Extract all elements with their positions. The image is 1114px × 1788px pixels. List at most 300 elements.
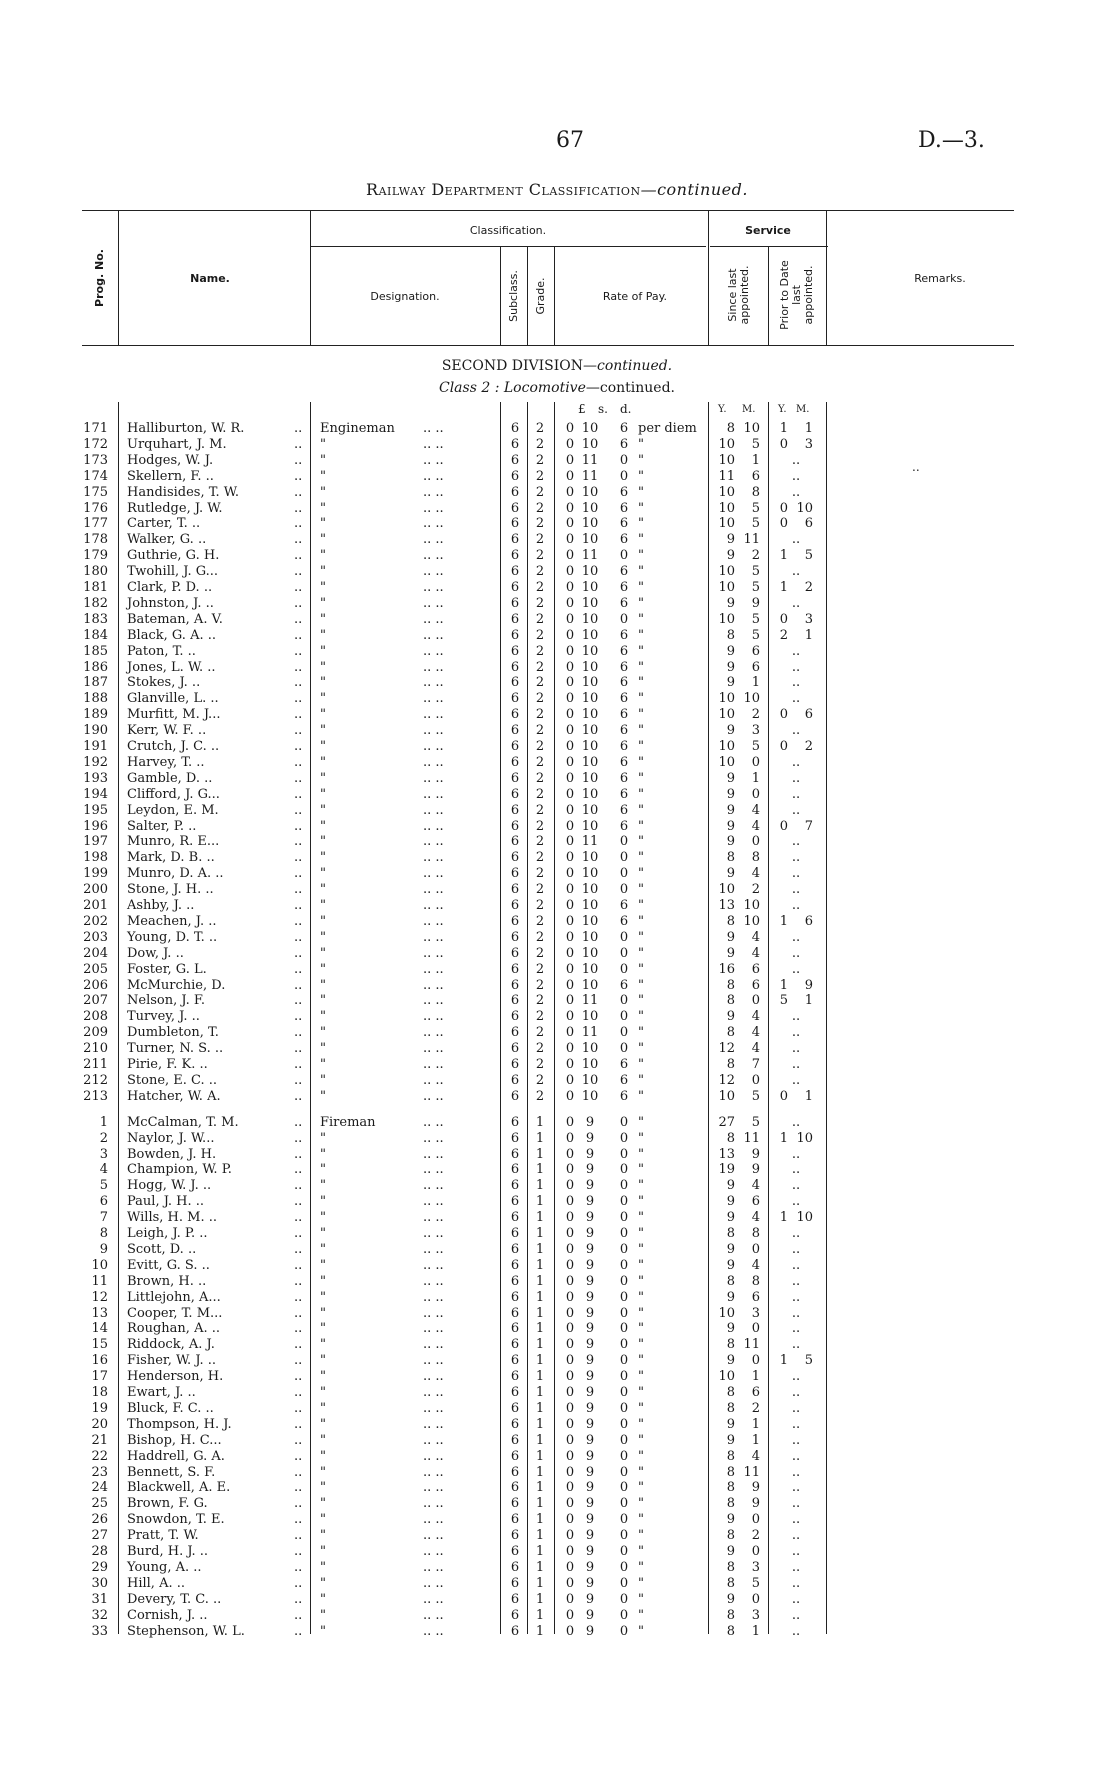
subclass: 6 — [510, 961, 520, 977]
since-months: 2 — [751, 707, 760, 723]
pay-shillings: 10 — [581, 866, 599, 882]
prog-no: 200 — [83, 882, 108, 898]
prog-no: 185 — [83, 643, 108, 659]
designation: " — [320, 1241, 326, 1257]
since-months: 5 — [751, 739, 760, 754]
designation: " — [320, 1041, 326, 1057]
since-years: 9 — [726, 1544, 735, 1559]
designation: " — [320, 993, 326, 1009]
since-years: 10 — [718, 754, 735, 770]
employee-name: Brown, F. G. — [127, 1496, 208, 1512]
employee-name: Skellern, F. .. — [127, 468, 214, 484]
employee-name: Fisher, W. J. .. — [127, 1353, 217, 1369]
subclass: 6 — [510, 1009, 520, 1025]
prog-no: 201 — [83, 898, 108, 913]
grade: 1 — [535, 1369, 545, 1385]
pay-shillings: 9 — [585, 1416, 595, 1432]
leader-dots: .. — [294, 580, 303, 595]
employee-name: Cooper, T. M... — [127, 1305, 223, 1321]
pay-period: " — [638, 675, 644, 691]
prog-no: 197 — [83, 834, 108, 850]
since-months: 0 — [751, 1512, 760, 1528]
leader-dots: .. .. — [423, 1114, 444, 1130]
pay-pence: 6 — [619, 659, 629, 675]
table-row — [0, 787, 1114, 803]
leader-dots: .. — [294, 818, 303, 834]
table-row — [0, 1337, 1114, 1353]
designation: " — [320, 564, 326, 580]
since-months: 4 — [751, 818, 760, 834]
since-months: 4 — [751, 1257, 760, 1273]
leader-dots: .. — [294, 834, 303, 850]
leader-dots: .. — [294, 1528, 303, 1544]
since-years: 9 — [726, 1432, 735, 1448]
grade: 1 — [535, 1146, 545, 1162]
header-bottom-rule — [82, 345, 1014, 346]
pay-pence: 0 — [619, 1257, 629, 1273]
since-years: 8 — [726, 1025, 735, 1041]
table-row — [0, 596, 1114, 612]
header-designation: Designation. — [370, 290, 440, 303]
prior-none: .. — [791, 468, 801, 484]
subclass: 6 — [510, 1273, 520, 1289]
pay-pence: 0 — [619, 1544, 629, 1559]
since-years: 8 — [726, 1496, 735, 1512]
pay-period: " — [638, 1337, 644, 1353]
header-prior-to-date: Prior to Date last appointed. — [778, 260, 815, 330]
leader-dots: .. — [294, 1009, 303, 1025]
employee-name: Clark, P. D. .. — [127, 580, 213, 595]
employee-name: Cornish, J. .. — [127, 1607, 208, 1623]
subclass: 6 — [510, 532, 520, 548]
designation: " — [320, 1257, 326, 1273]
pay-pence: 0 — [619, 1416, 629, 1432]
since-months: 2 — [751, 548, 760, 564]
pay-shillings: 9 — [585, 1464, 595, 1480]
grade: 2 — [535, 627, 545, 643]
leader-dots: .. — [294, 436, 303, 452]
employee-name: Hodges, W. J. — [127, 452, 214, 468]
subclass: 6 — [510, 484, 520, 500]
leader-dots: .. — [294, 1114, 303, 1130]
since-years: 8 — [726, 977, 735, 993]
pay-pounds: 0 — [565, 675, 575, 691]
unit-shillings: s. — [598, 402, 608, 416]
grade: 1 — [535, 1496, 545, 1512]
subclass: 6 — [510, 993, 520, 1009]
since-years: 10 — [718, 500, 735, 516]
pay-pence: 0 — [619, 1146, 629, 1162]
grade: 1 — [535, 1400, 545, 1416]
leader-dots: .. .. — [423, 1448, 444, 1464]
pay-period: " — [638, 723, 644, 739]
pay-shillings: 10 — [581, 707, 599, 723]
designation: " — [320, 1025, 326, 1041]
pay-period: " — [638, 643, 644, 659]
pay-shillings: 10 — [581, 1041, 599, 1057]
pay-period: " — [638, 1575, 644, 1591]
since-months: 4 — [751, 802, 760, 818]
table-row — [0, 882, 1114, 898]
since-months: 4 — [751, 945, 760, 961]
since-years: 8 — [726, 993, 735, 1009]
leader-dots: .. — [294, 1041, 303, 1057]
table-row — [0, 1009, 1114, 1025]
subclass: 6 — [510, 643, 520, 659]
prog-no: 177 — [83, 516, 108, 532]
prior-none: .. — [791, 1025, 801, 1041]
since-months: 9 — [751, 1162, 760, 1178]
leader-dots: .. — [294, 1273, 303, 1289]
division-continued: —continued. — [583, 358, 673, 374]
pay-pounds: 0 — [565, 1088, 575, 1104]
header-name: Name. — [190, 272, 230, 285]
since-months: 11 — [743, 1130, 760, 1146]
prior-none: .. — [791, 882, 801, 898]
pay-shillings: 9 — [585, 1607, 595, 1623]
subclass: 6 — [510, 1575, 520, 1591]
designation: " — [320, 452, 326, 468]
table-row — [0, 1433, 1114, 1449]
since-months: 4 — [751, 1009, 760, 1025]
since-years: 9 — [726, 1210, 735, 1226]
prog-no: 204 — [83, 945, 108, 961]
designation: " — [320, 1480, 326, 1496]
prior-years: 1 — [779, 1353, 788, 1369]
grade: 2 — [535, 882, 545, 898]
employee-name: Handisides, T. W. — [127, 484, 239, 500]
pay-pence: 6 — [619, 898, 629, 913]
leader-dots: .. .. — [423, 532, 444, 548]
since-months: 4 — [751, 929, 760, 945]
leader-dots: .. .. — [423, 643, 444, 659]
prog-no: 14 — [91, 1321, 108, 1337]
leader-dots: .. .. — [423, 580, 444, 595]
since-months: 11 — [743, 1337, 760, 1353]
table-row — [0, 580, 1114, 596]
since-months: 5 — [751, 1088, 760, 1104]
table-row — [0, 1073, 1114, 1089]
designation: Fireman — [320, 1114, 376, 1130]
prior-none: .. — [791, 1496, 801, 1512]
pay-period: " — [638, 1369, 644, 1385]
grade: 1 — [535, 1623, 545, 1639]
leader-dots: .. .. — [423, 1273, 444, 1289]
employee-name: Murfitt, M. J... — [127, 707, 221, 723]
prior-years: 0 — [779, 436, 788, 452]
designation: " — [320, 1416, 326, 1432]
pay-pounds: 0 — [565, 595, 575, 611]
pay-pence: 6 — [619, 913, 629, 929]
grade: 1 — [535, 1432, 545, 1448]
leader-dots: .. .. — [423, 1353, 444, 1369]
since-years: 9 — [726, 675, 735, 691]
pay-shillings: 9 — [585, 1369, 595, 1385]
pay-pounds: 0 — [565, 882, 575, 898]
pay-pounds: 0 — [565, 436, 575, 452]
pay-pence: 0 — [619, 1400, 629, 1416]
designation: " — [320, 1178, 326, 1194]
designation: " — [320, 1072, 326, 1088]
employee-name: Black, G. A. .. — [127, 627, 216, 643]
pay-shillings: 10 — [581, 802, 599, 818]
pay-pence: 6 — [619, 1088, 629, 1104]
pay-pounds: 0 — [565, 834, 575, 850]
since-years: 8 — [726, 1528, 735, 1544]
pay-pence: 6 — [619, 627, 629, 643]
subclass: 6 — [510, 754, 520, 770]
grade: 1 — [535, 1114, 545, 1130]
pay-pounds: 0 — [565, 1528, 575, 1544]
header-col-divider — [708, 210, 709, 345]
pay-period: " — [638, 691, 644, 707]
table-row — [0, 866, 1114, 882]
subclass: 6 — [510, 1607, 520, 1623]
leader-dots: .. — [294, 1072, 303, 1088]
table-row — [0, 1321, 1114, 1337]
leader-dots: .. — [294, 1088, 303, 1104]
leader-dots: .. .. — [423, 929, 444, 945]
subclass: 6 — [510, 627, 520, 643]
prior-years: 5 — [779, 993, 788, 1009]
header-prog-no: Prog. No. — [93, 249, 106, 307]
designation: " — [320, 1432, 326, 1448]
leader-dots: .. .. — [423, 850, 444, 866]
pay-period: " — [638, 898, 644, 913]
pay-shillings: 10 — [581, 484, 599, 500]
pay-pounds: 0 — [565, 1512, 575, 1528]
grade: 2 — [535, 548, 545, 564]
grade: 2 — [535, 532, 545, 548]
prog-no: 207 — [83, 993, 108, 1009]
subclass: 6 — [510, 421, 520, 436]
prog-no: 30 — [91, 1575, 108, 1591]
designation: " — [320, 1130, 326, 1146]
since-months: 8 — [751, 1273, 760, 1289]
pay-pounds: 0 — [565, 1496, 575, 1512]
pay-shillings: 11 — [581, 548, 599, 564]
prior-none: .. — [791, 1194, 801, 1210]
pay-pence: 0 — [619, 1273, 629, 1289]
pay-pence: 6 — [619, 580, 629, 595]
title-continued: —continued. — [640, 180, 748, 199]
since-months: 10 — [743, 913, 760, 929]
pay-pence: 6 — [619, 707, 629, 723]
prior-none: .. — [791, 929, 801, 945]
employee-name: Dumbleton, T. — [127, 1025, 219, 1041]
pay-pounds: 0 — [565, 1559, 575, 1575]
leader-dots: .. .. — [423, 1623, 444, 1639]
prior-months: 10 — [796, 1130, 813, 1146]
subclass: 6 — [510, 1114, 520, 1130]
leader-dots: .. .. — [423, 1130, 444, 1146]
leader-dots: .. — [294, 898, 303, 913]
pay-shillings: 9 — [585, 1257, 595, 1273]
leader-dots: .. — [294, 1416, 303, 1432]
table-row — [0, 485, 1114, 501]
pay-period: " — [638, 882, 644, 898]
grade: 1 — [535, 1591, 545, 1607]
pay-period: " — [638, 707, 644, 723]
table-row — [0, 834, 1114, 850]
pay-pence: 0 — [619, 611, 629, 627]
subclass: 6 — [510, 452, 520, 468]
subclass: 6 — [510, 595, 520, 611]
prog-no: 2 — [99, 1130, 108, 1146]
prog-no: 171 — [83, 421, 108, 436]
table-row — [0, 1041, 1114, 1057]
pay-shillings: 10 — [581, 898, 599, 913]
prog-no: 4 — [99, 1162, 108, 1178]
prog-no: 191 — [83, 739, 108, 754]
pay-pence: 6 — [619, 754, 629, 770]
pay-pounds: 0 — [565, 564, 575, 580]
subclass: 6 — [510, 1088, 520, 1104]
since-years: 8 — [726, 627, 735, 643]
since-years: 9 — [726, 643, 735, 659]
leader-dots: .. — [294, 1025, 303, 1041]
since-months: 0 — [751, 1353, 760, 1369]
table-row — [0, 1162, 1114, 1178]
since-months: 0 — [751, 1072, 760, 1088]
leader-dots: .. .. — [423, 691, 444, 707]
pay-pence: 0 — [619, 866, 629, 882]
pay-pence: 0 — [619, 882, 629, 898]
pay-pence: 0 — [619, 1337, 629, 1353]
leader-dots: .. — [294, 1369, 303, 1385]
since-months: 6 — [751, 1289, 760, 1305]
pay-pence: 6 — [619, 643, 629, 659]
since-years: 9 — [726, 1194, 735, 1210]
employee-name: Foster, G. L. — [127, 961, 207, 977]
employee-name: Pratt, T. W. — [127, 1528, 199, 1544]
pay-shillings: 10 — [581, 611, 599, 627]
designation: " — [320, 1226, 326, 1241]
pay-pounds: 0 — [565, 898, 575, 913]
leader-dots: .. — [294, 802, 303, 818]
employee-name: Harvey, T. .. — [127, 754, 205, 770]
pay-shillings: 9 — [585, 1114, 595, 1130]
pay-period: " — [638, 850, 644, 866]
pay-pence: 0 — [619, 1194, 629, 1210]
since-months: 9 — [751, 1480, 760, 1496]
prior-years: 0 — [779, 516, 788, 532]
pay-pounds: 0 — [565, 580, 575, 595]
pay-shillings: 9 — [585, 1385, 595, 1400]
leader-dots: .. .. — [423, 866, 444, 882]
table-row — [0, 1449, 1114, 1465]
employee-name: Guthrie, G. H. — [127, 548, 220, 564]
since-years: 9 — [726, 818, 735, 834]
prior-none: .. — [791, 802, 801, 818]
prog-no: 194 — [83, 786, 108, 802]
prior-years: 1 — [779, 913, 788, 929]
leader-dots: .. — [294, 1178, 303, 1194]
employee-name: Ewart, J. .. — [127, 1385, 196, 1400]
grade: 2 — [535, 866, 545, 882]
designation: " — [320, 1369, 326, 1385]
since-months: 6 — [751, 468, 760, 484]
subclass: 6 — [510, 707, 520, 723]
since-years: 8 — [726, 1057, 735, 1072]
subclass: 6 — [510, 1544, 520, 1559]
prior-none: .. — [791, 1432, 801, 1448]
subclass: 6 — [510, 802, 520, 818]
classification-rule — [310, 246, 706, 247]
subclass: 6 — [510, 1241, 520, 1257]
since-years: 8 — [726, 1130, 735, 1146]
designation: " — [320, 866, 326, 882]
prior-none: .. — [791, 643, 801, 659]
pay-pounds: 0 — [565, 707, 575, 723]
pay-pence: 0 — [619, 1226, 629, 1241]
pay-shillings: 10 — [581, 532, 599, 548]
since-months: 5 — [751, 564, 760, 580]
since-months: 0 — [751, 993, 760, 1009]
unit-months-prior: M. — [796, 404, 810, 415]
prior-years: 1 — [779, 580, 788, 595]
pay-shillings: 10 — [581, 580, 599, 595]
subclass: 6 — [510, 1448, 520, 1464]
table-row — [0, 739, 1114, 755]
employee-name: Rutledge, J. W. — [127, 500, 223, 516]
pay-pounds: 0 — [565, 611, 575, 627]
since-years: 9 — [726, 866, 735, 882]
prog-no: 187 — [83, 675, 108, 691]
designation: " — [320, 548, 326, 564]
prior-none: .. — [791, 1385, 801, 1400]
leader-dots: .. — [294, 1496, 303, 1512]
table-row — [0, 1417, 1114, 1433]
designation: " — [320, 484, 326, 500]
pay-pounds: 0 — [565, 468, 575, 484]
pay-pence: 0 — [619, 1305, 629, 1321]
table-row — [0, 1512, 1114, 1528]
subclass: 6 — [510, 1305, 520, 1321]
designation: " — [320, 1210, 326, 1226]
since-years: 8 — [726, 1400, 735, 1416]
pay-period: " — [638, 1210, 644, 1226]
since-months: 0 — [751, 754, 760, 770]
designation: " — [320, 675, 326, 691]
leader-dots: .. .. — [423, 1057, 444, 1072]
pay-period: " — [638, 1400, 644, 1416]
subclass: 6 — [510, 1162, 520, 1178]
grade: 2 — [535, 723, 545, 739]
leader-dots: .. .. — [423, 818, 444, 834]
grade: 1 — [535, 1448, 545, 1464]
pay-pounds: 0 — [565, 1194, 575, 1210]
leader-dots: .. — [294, 1607, 303, 1623]
prior-months: 2 — [804, 580, 813, 595]
employee-name: Young, A. .. — [127, 1559, 202, 1575]
pay-period: " — [638, 929, 644, 945]
pay-pence: 6 — [619, 739, 629, 754]
employee-name: Thompson, H. J. — [127, 1416, 232, 1432]
leader-dots: .. — [294, 1130, 303, 1146]
table-row — [0, 1242, 1114, 1258]
since-years: 10 — [718, 580, 735, 595]
prior-none: .. — [791, 1337, 801, 1353]
employee-name: Champion, W. P. — [127, 1162, 232, 1178]
employee-name: Evitt, G. S. .. — [127, 1257, 210, 1273]
subclass: 6 — [510, 659, 520, 675]
pay-pence: 0 — [619, 1162, 629, 1178]
prog-no: 22 — [91, 1448, 108, 1464]
subclass: 6 — [510, 1289, 520, 1305]
pay-shillings: 9 — [585, 1146, 595, 1162]
prog-no: 29 — [91, 1559, 108, 1575]
